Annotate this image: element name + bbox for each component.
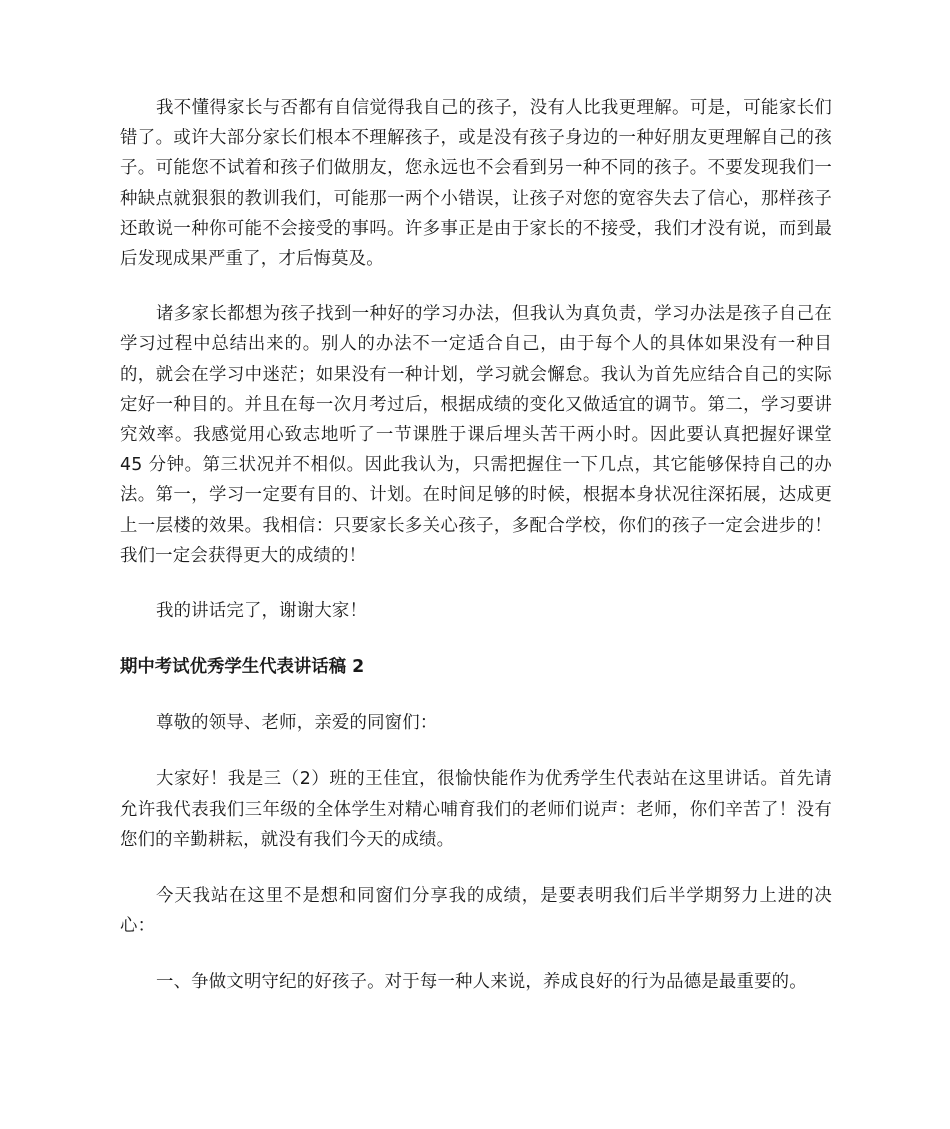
paragraph-parents-understanding: 我不懂得家长与否都有自信觉得我自己的孩子，没有人比我更理解。可是，可能家长们错了。或许大部分家长们根本不理解孩子，或是没有孩子身边的一种好朋友更理解自己的孩子。可能您不试着和孩子们做朋友，您永远也不会看到另一种不同的孩子。不要发现我们一种缺点就狠狠的教训我们，可能那一两个小错误，让孩子对您的宽容失去了信心，那样孩子还敢说一种你可能不会接受的事吗。许多事正是由于家长的不接受，我们才没有说，而到最后发现成果严重了，才后悔莫及。 <box>120 98 832 270</box>
paragraph-greeting: 大家好！我是三（2）班的王佳宜，很愉快能作为优秀学生代表站在这里讲话。首先请允许我代表我们三年级的全体学生对精心哺育我们的老师们说声：老师，你们辛苦了！没有您们的辛勤耕耘，就没有我们今天的成绩。 <box>120 769 832 850</box>
section-heading: 期中考试优秀学生代表讲话稿 2 <box>120 657 365 678</box>
paragraph-learning-method: 诸多家长都想为孩子找到一种好的学习办法，但我认为真负责，学习办法是孩子自己在学习过程中总结出来的。别人的办法不一定适合自己，由于每个人的具体如果没有一种目的，就会在学习中迷茫；如果没有一种计划，学习就会懈怠。我认为首先应结合自己的实际定好一种目的。并且在每一次月考过后，根据成绩的变化又做适宜的调节。第二，学习要讲究效率。我感觉用心致志地听了一节课胜于课后埋头苦干两小时。因此要认真把握好课堂 45 分钟。第三状况并不相似。因此我认为，只需把握住一下几点，其它能够保持自己的办法。第一，学习一定要有目的、计划。在时间足够的时候，根据本身状况往深拓展，达成更上一层楼的效果。我相信：只要家长多关心孩子，多配合学校，你们的孩子一定会进步的！我们一定会获得更大的成绩的！ <box>120 304 832 566</box>
paragraph-point-one: 一、争做文明守纪的好孩子。对于每一种人来说，养成良好的行为品德是最重要的。 <box>156 972 807 993</box>
paragraph-determination: 今天我站在这里不是想和同窗们分享我的成绩，是要表明我们后半学期努力上进的决心： <box>120 886 832 937</box>
salutation: 尊敬的领导、老师，亲爱的同窗们： <box>156 713 438 734</box>
document-page <box>120 93 832 998</box>
paragraph-closing-thanks: 我的讲话完了，谢谢大家！ <box>156 601 368 622</box>
